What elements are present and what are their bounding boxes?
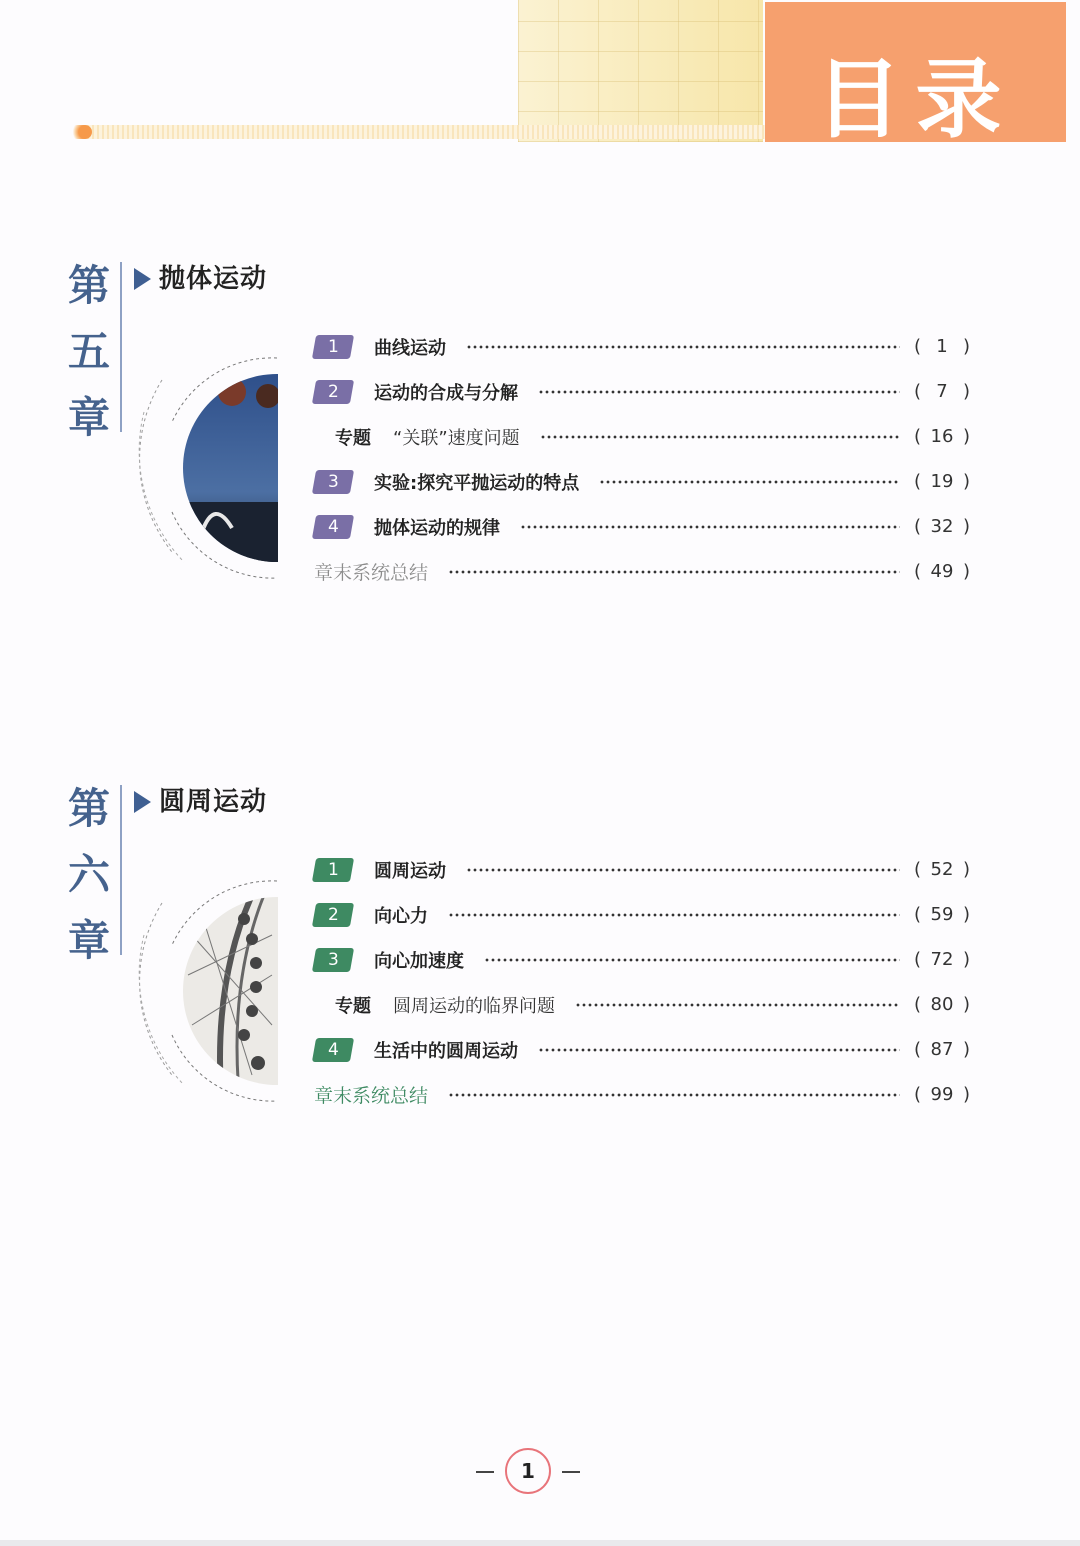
page-ref: ( 49 ) <box>914 561 970 582</box>
page-number: 87 <box>930 1039 954 1060</box>
page-number: 49 <box>930 561 954 582</box>
page-number: 32 <box>930 516 954 537</box>
chapter-glyph: 六 <box>67 850 110 899</box>
toc-row[interactable] <box>314 1027 970 1072</box>
header-stripe-decoration <box>82 125 765 139</box>
chapter-glyph: 章 <box>67 916 110 965</box>
play-triangle-icon <box>134 791 151 813</box>
section-title[interactable]: 圆周运动的临界问题 <box>393 995 555 1017</box>
header-grid-decoration <box>518 0 763 142</box>
chapter-title-text: 抛体运动 <box>159 264 268 294</box>
page-ref: ( 87 ) <box>914 1039 970 1060</box>
page-number: 80 <box>930 994 954 1015</box>
page-ref: ( 1 ) <box>914 336 970 357</box>
page-number: 16 <box>930 426 954 447</box>
chapter-glyph: 章 <box>67 393 110 442</box>
dot-leader <box>520 525 900 529</box>
header-title-box <box>765 2 1066 150</box>
section-title[interactable]: 向心力 <box>374 905 428 927</box>
section-badge: 3 <box>312 470 354 494</box>
chapter-summary-link[interactable]: 章末系统总结 <box>314 1085 429 1107</box>
page-number: 99 <box>930 1084 954 1105</box>
dot-leader <box>538 390 900 394</box>
chapter-glyph: 五 <box>67 327 110 376</box>
toc-row[interactable] <box>314 324 970 369</box>
toc-row[interactable] <box>314 459 970 504</box>
chapter-glyph: 第 <box>67 261 110 310</box>
section-title[interactable]: 抛体运动的规律 <box>374 517 500 539</box>
section-title[interactable]: 生活中的圆周运动 <box>374 1040 518 1062</box>
page-ref: ( 7 ) <box>914 381 970 402</box>
page-number-badge: 1 <box>505 1448 551 1494</box>
toc-row[interactable] <box>314 549 970 594</box>
toc-row[interactable] <box>314 369 970 414</box>
page-number: 59 <box>930 904 954 925</box>
dot-leader <box>466 345 900 349</box>
planets-illustration-icon <box>132 352 278 584</box>
toc-row[interactable] <box>314 847 970 892</box>
dot-leader <box>575 1003 900 1007</box>
page-number: 1 <box>936 336 948 357</box>
page-ref: ( 16 ) <box>914 426 970 447</box>
page-ref: ( 99 ) <box>914 1084 970 1105</box>
section-badge: 4 <box>312 1038 354 1062</box>
page-ref: ( 32 ) <box>914 516 970 537</box>
section-badge: 4 <box>312 515 354 539</box>
dot-leader <box>448 913 900 917</box>
page-number: 72 <box>930 949 954 970</box>
chapter-title <box>134 258 267 295</box>
toc-row[interactable] <box>314 892 970 937</box>
page-ref: ( 72 ) <box>914 949 970 970</box>
page-number: 19 <box>930 471 954 492</box>
page-ref: ( 80 ) <box>914 994 970 1015</box>
page-bottom-edge <box>0 1540 1080 1546</box>
chapter-number-vertical <box>66 256 112 454</box>
dot-leader <box>599 480 900 484</box>
toc-row[interactable] <box>314 414 970 459</box>
page-number: 7 <box>936 381 948 402</box>
page-ref: ( 59 ) <box>914 904 970 925</box>
chapter-glyph: 第 <box>67 784 110 833</box>
section-title[interactable]: 曲线运动 <box>374 337 446 359</box>
section-badge: 2 <box>312 903 354 927</box>
toc-row[interactable] <box>314 504 970 549</box>
dot-leader <box>448 570 900 574</box>
section-badge: 1 <box>312 858 354 882</box>
dot-leader <box>466 868 900 872</box>
page-number: 52 <box>930 859 954 880</box>
page-footer <box>0 1448 1080 1498</box>
toc-row[interactable] <box>314 982 970 1027</box>
chapter-summary-link[interactable]: 章末系统总结 <box>314 562 429 584</box>
chapter-divider <box>120 785 122 955</box>
dot-leader <box>538 1048 900 1052</box>
section-title[interactable]: 运动的合成与分解 <box>374 382 518 404</box>
section-title[interactable]: 实验:探究平抛运动的特点 <box>374 472 580 494</box>
toc-row[interactable] <box>314 937 970 982</box>
topic-tag: 专题 <box>335 427 371 449</box>
comet-dot-icon <box>70 125 92 139</box>
dot-leader <box>448 1093 900 1097</box>
page-ref: ( 19 ) <box>914 471 970 492</box>
play-triangle-icon <box>134 268 151 290</box>
page-ref: ( 52 ) <box>914 859 970 880</box>
chapter-divider <box>120 262 122 432</box>
chapter-number-vertical <box>66 779 112 977</box>
section-title[interactable]: 圆周运动 <box>374 860 446 882</box>
chapter-toc <box>314 324 970 594</box>
footer-dash <box>476 1471 494 1473</box>
section-title[interactable]: “关联”速度问题 <box>393 427 520 449</box>
section-badge: 3 <box>312 948 354 972</box>
ferris-wheel-illustration-icon <box>132 875 278 1107</box>
section-badge: 2 <box>312 380 354 404</box>
toc-row[interactable] <box>314 1072 970 1117</box>
chapter-title <box>134 781 267 818</box>
chapter-title-text: 圆周运动 <box>159 787 268 817</box>
section-title[interactable]: 向心加速度 <box>374 950 464 972</box>
section-badge: 1 <box>312 335 354 359</box>
topic-tag: 专题 <box>335 995 371 1017</box>
dot-leader <box>484 958 900 962</box>
chapter-toc <box>314 847 970 1117</box>
chapter-5 <box>0 256 1080 616</box>
chapter-6 <box>0 779 1080 1139</box>
footer-dash <box>562 1471 580 1473</box>
page-title: 目录 <box>815 50 1016 150</box>
dot-leader <box>540 435 900 439</box>
